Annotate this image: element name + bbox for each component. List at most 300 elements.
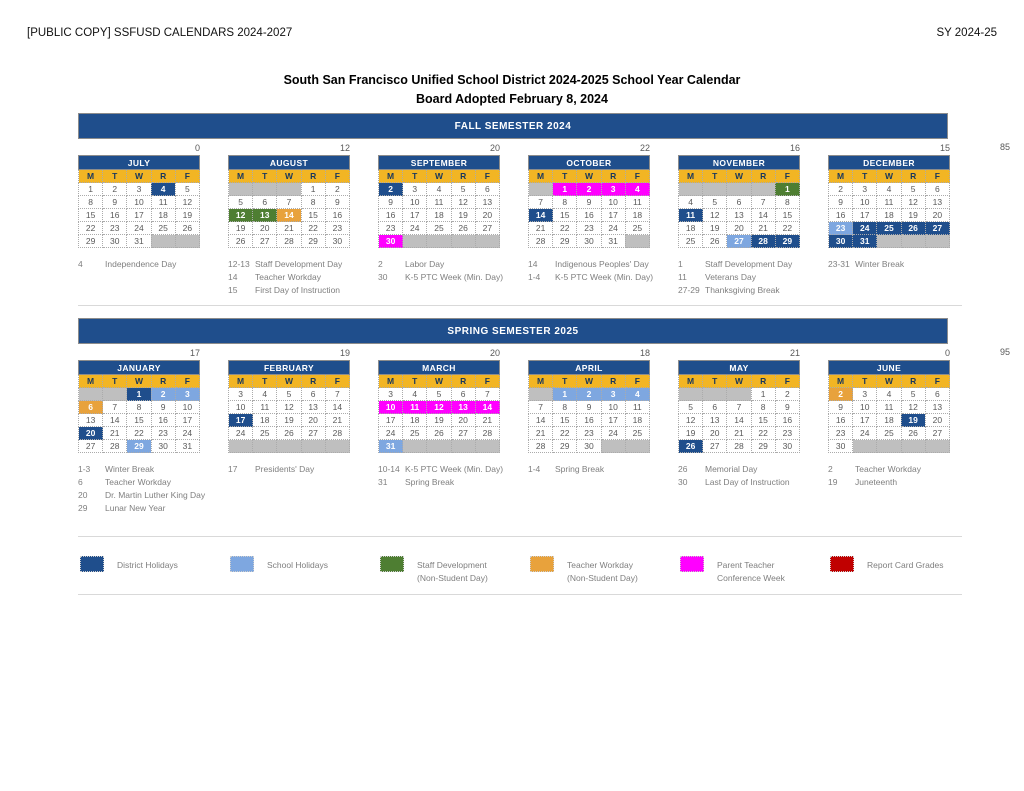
week-row — [829, 388, 950, 401]
month-header-row — [79, 361, 200, 375]
calendar-day-cell: 26 — [451, 222, 475, 235]
weekday-header: R — [301, 170, 325, 183]
note-label: Juneteenth — [855, 477, 898, 487]
calendar-day-cell: 12 — [277, 401, 301, 414]
calendar-day-cell: 22 — [751, 427, 775, 440]
calendar-day-cell: 25 — [625, 427, 649, 440]
week-row — [679, 183, 800, 196]
calendar-day-cell: 9 — [775, 401, 799, 414]
weekday-header: T — [253, 170, 277, 183]
calendar-empty-cell — [175, 235, 199, 248]
calendar-day-cell: 15 — [127, 414, 151, 427]
week-row — [529, 196, 650, 209]
week-row — [679, 222, 800, 235]
note-date: 14 — [528, 259, 538, 269]
calendar-day-cell: 2 — [151, 388, 175, 401]
weekday-header: M — [229, 170, 253, 183]
month-calendar-april — [528, 346, 650, 515]
page-title — [0, 71, 1024, 109]
calendar-day-cell: 7 — [103, 401, 127, 414]
weekday-header: R — [301, 375, 325, 388]
calendar-day-cell: 3 — [853, 183, 877, 196]
week-row — [529, 414, 650, 427]
weekday-header-row — [229, 170, 350, 183]
weekday-header-row — [829, 375, 950, 388]
week-row — [679, 414, 800, 427]
calendar-day-cell: 5 — [175, 183, 199, 196]
legend-label — [267, 559, 328, 585]
calendar-day-cell: 16 — [775, 414, 799, 427]
calendar-day-cell: 25 — [679, 235, 703, 248]
calendar-day-cell: 27 — [301, 427, 325, 440]
calendar-day-cell: 30 — [103, 235, 127, 248]
month-header-row — [229, 361, 350, 375]
calendar-day-cell: 25 — [253, 427, 277, 440]
calendar-day-cell: 22 — [775, 222, 799, 235]
legend-label — [867, 559, 944, 585]
calendar-day-cell: 30 — [775, 440, 799, 453]
calendar-day-cell: 8 — [301, 196, 325, 209]
calendar-day-cell: 28 — [529, 440, 553, 453]
calendar-day-cell: 14 — [277, 209, 301, 222]
calendar-day-cell: 19 — [451, 209, 475, 222]
month-calendar-february — [228, 346, 350, 515]
note-label: Indigenous Peoples' Day — [555, 259, 649, 269]
calendar-day-cell: 3 — [175, 388, 199, 401]
month-table — [678, 360, 800, 453]
calendar-day-cell: 10 — [853, 196, 877, 209]
calendar-day-cell: 31 — [853, 235, 877, 248]
calendar-day-cell: 23 — [775, 427, 799, 440]
note-label: Labor Day — [405, 259, 445, 269]
calendar-day-cell: 8 — [553, 401, 577, 414]
weekday-header: F — [775, 170, 799, 183]
calendar-day-cell: 7 — [325, 388, 349, 401]
calendar-day-cell: 27 — [253, 235, 277, 248]
weekday-header-row — [379, 375, 500, 388]
calendar-day-cell: 7 — [529, 401, 553, 414]
calendar-day-cell: 8 — [127, 401, 151, 414]
calendar-day-cell: 2 — [775, 388, 799, 401]
month-calendar-july — [78, 141, 200, 297]
calendar-day-cell: 11 — [877, 401, 901, 414]
month-calendar-january — [78, 346, 206, 515]
fall-months-row — [78, 141, 948, 297]
calendar-day-cell: 17 — [403, 209, 427, 222]
calendar-day-cell: 5 — [277, 388, 301, 401]
month-notes — [378, 463, 530, 489]
note-row — [378, 271, 530, 284]
calendar-day-cell: 24 — [853, 427, 877, 440]
weekday-header: W — [727, 375, 751, 388]
note-date: 27-29 — [678, 285, 700, 295]
month-table — [828, 155, 950, 248]
calendar-day-cell: 11 — [625, 401, 649, 414]
weekday-header-row — [379, 170, 500, 183]
calendar-day-cell: 12 — [451, 196, 475, 209]
calendar-day-cell: 7 — [529, 196, 553, 209]
calendar-day-cell: 26 — [427, 427, 451, 440]
week-row — [229, 388, 350, 401]
calendar-empty-cell — [877, 440, 901, 453]
weekday-header: T — [253, 375, 277, 388]
calendar-day-cell: 5 — [229, 196, 253, 209]
weekday-header: F — [775, 375, 799, 388]
calendar-day-cell: 23 — [151, 427, 175, 440]
note-row — [828, 476, 980, 489]
calendar-day-cell: 11 — [151, 196, 175, 209]
calendar-day-cell: 20 — [925, 414, 949, 427]
weekday-header: F — [325, 375, 349, 388]
weekday-header: T — [703, 375, 727, 388]
calendar-empty-cell — [427, 440, 451, 453]
calendar-day-cell: 5 — [451, 183, 475, 196]
calendar-day-cell: 12 — [679, 414, 703, 427]
note-row — [78, 258, 230, 271]
week-row — [679, 388, 800, 401]
week-row — [229, 427, 350, 440]
month-name: DECEMBER — [829, 156, 950, 170]
calendar-day-cell: 15 — [553, 414, 577, 427]
weekday-header: M — [679, 170, 703, 183]
calendar-day-cell: 17 — [601, 414, 625, 427]
week-row — [79, 440, 200, 453]
note-row — [678, 258, 830, 271]
month-header-row — [829, 156, 950, 170]
note-label: Dr. Martin Luther King Day — [105, 490, 206, 500]
note-label: Winter Break — [105, 464, 155, 474]
month-notes — [828, 258, 980, 271]
week-row — [829, 427, 950, 440]
calendar-day-cell: 2 — [379, 183, 403, 196]
month-name: SEPTEMBER — [379, 156, 500, 170]
month-name: FEBRUARY — [229, 361, 350, 375]
calendar-empty-cell — [475, 235, 499, 248]
note-date: 20 — [78, 490, 88, 500]
calendar-day-cell: 11 — [877, 196, 901, 209]
note-date: 17 — [228, 464, 238, 474]
calendar-empty-cell — [253, 440, 277, 453]
weekday-header-row — [529, 375, 650, 388]
legend-item — [830, 556, 980, 585]
calendar-empty-cell — [703, 388, 727, 401]
calendar-day-cell: 11 — [679, 209, 703, 222]
calendar-day-cell: 30 — [829, 440, 853, 453]
month-name: JULY — [79, 156, 200, 170]
week-row — [79, 414, 200, 427]
calendar-day-cell: 9 — [151, 401, 175, 414]
legend-color-swatch — [680, 556, 704, 572]
document-header-right: SY 2024-25 — [936, 27, 997, 39]
calendar-empty-cell — [229, 440, 253, 453]
instructional-days-count: 12 — [339, 143, 350, 153]
calendar-day-cell: 11 — [253, 401, 277, 414]
week-row — [79, 388, 200, 401]
calendar-empty-cell — [403, 235, 427, 248]
calendar-day-cell: 7 — [751, 196, 775, 209]
note-date: 10-14 — [378, 464, 400, 474]
week-row — [529, 388, 650, 401]
calendar-day-cell: 17 — [379, 414, 403, 427]
calendar-day-cell: 8 — [775, 196, 799, 209]
calendar-day-cell: 17 — [127, 209, 151, 222]
calendar-day-cell: 1 — [751, 388, 775, 401]
calendar-day-cell: 20 — [79, 427, 103, 440]
calendar-day-cell: 13 — [925, 401, 949, 414]
calendar-day-cell: 10 — [601, 401, 625, 414]
calendar-day-cell: 7 — [475, 388, 499, 401]
legend-item — [380, 556, 530, 585]
month-header-row — [679, 156, 800, 170]
calendar-day-cell: 19 — [229, 222, 253, 235]
month-notes — [828, 463, 980, 489]
document-header-left: [PUBLIC COPY] SSFUSD CALENDARS 2024-2027 — [27, 27, 293, 39]
calendar-day-cell: 28 — [529, 235, 553, 248]
calendar-empty-cell — [727, 388, 751, 401]
weekday-header: R — [601, 375, 625, 388]
weekday-header-row — [229, 375, 350, 388]
calendar-day-cell: 13 — [475, 196, 499, 209]
calendar-empty-cell — [403, 440, 427, 453]
note-label: K-5 PTC Week (Min. Day) — [555, 272, 654, 282]
calendar-day-cell: 6 — [925, 183, 949, 196]
note-row — [78, 476, 230, 489]
calendar-day-cell: 1 — [301, 183, 325, 196]
calendar-day-cell: 12 — [703, 209, 727, 222]
month-table — [378, 155, 500, 248]
month-header-row — [229, 156, 350, 170]
calendar-empty-cell — [925, 440, 949, 453]
calendar-day-cell: 4 — [679, 196, 703, 209]
month-notes — [228, 258, 380, 297]
month-notes — [78, 258, 230, 271]
month-table — [228, 155, 350, 248]
week-row — [529, 235, 650, 248]
calendar-day-cell: 26 — [703, 235, 727, 248]
calendar-day-cell: 13 — [79, 414, 103, 427]
calendar-day-cell: 26 — [679, 440, 703, 453]
month-notes — [78, 463, 230, 515]
weekday-header-row — [79, 375, 200, 388]
month-table — [78, 360, 200, 453]
calendar-day-cell: 23 — [577, 222, 601, 235]
calendar-day-cell: 21 — [529, 222, 553, 235]
calendar-day-cell: 1 — [553, 183, 577, 196]
calendar-day-cell: 24 — [379, 427, 403, 440]
spring-total-days: 95 — [999, 347, 1010, 357]
calendar-day-cell: 7 — [727, 401, 751, 414]
calendar-day-cell: 11 — [427, 196, 451, 209]
calendar-day-cell: 24 — [175, 427, 199, 440]
month-calendar-december — [828, 141, 950, 297]
week-row — [379, 235, 500, 248]
calendar-empty-cell — [901, 235, 925, 248]
calendar-day-cell: 14 — [103, 414, 127, 427]
calendar-day-cell: 21 — [751, 222, 775, 235]
spring-months-row — [78, 346, 948, 515]
note-row — [78, 489, 230, 502]
calendar-day-cell: 16 — [379, 209, 403, 222]
calendar-empty-cell — [427, 235, 451, 248]
calendar-day-cell: 18 — [427, 209, 451, 222]
note-date: 1-4 — [528, 272, 541, 282]
calendar-day-cell: 18 — [877, 209, 901, 222]
calendar-day-cell: 22 — [553, 427, 577, 440]
calendar-day-cell: 3 — [601, 183, 625, 196]
calendar-day-cell: 16 — [829, 209, 853, 222]
calendar-day-cell: 12 — [901, 401, 925, 414]
note-row — [528, 271, 680, 284]
calendar-day-cell: 19 — [427, 414, 451, 427]
calendar-day-cell: 12 — [175, 196, 199, 209]
calendar-day-cell: 29 — [775, 235, 799, 248]
month-notes — [228, 463, 380, 476]
calendar-day-cell: 2 — [829, 388, 853, 401]
calendar-day-cell: 21 — [325, 414, 349, 427]
month-header-row — [679, 361, 800, 375]
calendar-day-cell: 6 — [925, 388, 949, 401]
week-row — [679, 235, 800, 248]
weekday-header: R — [901, 170, 925, 183]
week-row — [829, 414, 950, 427]
calendar-empty-cell — [853, 440, 877, 453]
month-header-row — [829, 361, 950, 375]
weekday-header: W — [127, 170, 151, 183]
calendar-day-cell: 21 — [727, 427, 751, 440]
calendar-day-cell: 14 — [475, 401, 499, 414]
calendar-day-cell: 19 — [277, 414, 301, 427]
calendar-day-cell: 21 — [277, 222, 301, 235]
calendar-day-cell: 1 — [553, 388, 577, 401]
legend-color-swatch — [830, 556, 854, 572]
month-notes — [528, 258, 680, 284]
legend-label-line: Conference Week — [717, 573, 785, 583]
week-row — [79, 222, 200, 235]
calendar-day-cell: 6 — [451, 388, 475, 401]
weekday-header: T — [103, 170, 127, 183]
calendar-day-cell: 5 — [901, 388, 925, 401]
month-notes — [378, 258, 530, 284]
calendar-empty-cell — [901, 440, 925, 453]
week-row — [829, 235, 950, 248]
calendar-day-cell: 16 — [325, 209, 349, 222]
calendar-day-cell: 9 — [577, 196, 601, 209]
month-name: JANUARY — [79, 361, 200, 375]
instructional-days-count: 0 — [194, 143, 200, 153]
note-date: 14 — [228, 272, 238, 282]
weekday-header: M — [529, 170, 553, 183]
calendar-day-cell: 3 — [601, 388, 625, 401]
calendar-day-cell: 18 — [625, 414, 649, 427]
week-row — [229, 209, 350, 222]
week-row — [229, 401, 350, 414]
calendar-day-cell: 3 — [403, 183, 427, 196]
note-date: 29 — [78, 503, 88, 513]
month-table — [528, 155, 650, 248]
calendar-day-cell: 31 — [379, 440, 403, 453]
weekday-header: F — [325, 170, 349, 183]
legend-label-line: District Holidays — [117, 560, 178, 570]
weekday-header: F — [475, 375, 499, 388]
weekday-header-row — [829, 170, 950, 183]
note-label: Thanksgiving Break — [705, 285, 780, 295]
calendar-empty-cell — [751, 183, 775, 196]
calendar-day-cell: 18 — [253, 414, 277, 427]
calendar-day-cell: 29 — [751, 440, 775, 453]
calendar-day-cell: 26 — [901, 222, 925, 235]
instructional-days-count: 0 — [944, 348, 950, 358]
note-label: Last Day of Instruction — [705, 477, 790, 487]
calendar-empty-cell — [529, 388, 553, 401]
note-date: 2 — [378, 259, 383, 269]
month-table — [78, 155, 200, 248]
calendar-day-cell: 14 — [529, 209, 553, 222]
calendar-day-cell: 30 — [151, 440, 175, 453]
calendar-day-cell: 22 — [127, 427, 151, 440]
week-row — [679, 440, 800, 453]
note-date: 1 — [678, 259, 683, 269]
weekday-header: F — [625, 170, 649, 183]
calendar-day-cell: 29 — [79, 235, 103, 248]
month-header-row — [379, 361, 500, 375]
calendar-day-cell: 14 — [325, 401, 349, 414]
calendar-day-cell: 5 — [679, 401, 703, 414]
calendar-day-cell: 9 — [379, 196, 403, 209]
calendar-day-cell: 2 — [577, 183, 601, 196]
note-label: Lunar New Year — [105, 503, 166, 513]
note-label: Presidents' Day — [255, 464, 315, 474]
weekday-header: R — [751, 170, 775, 183]
spring-semester-banner: SPRING SEMESTER 2025 — [78, 318, 948, 344]
week-row — [379, 414, 500, 427]
legend-label — [717, 559, 785, 585]
month-name: MAY — [679, 361, 800, 375]
calendar-day-cell: 1 — [79, 183, 103, 196]
note-row — [828, 463, 980, 476]
note-label: Teacher Workday — [105, 477, 171, 487]
weekday-header: R — [151, 170, 175, 183]
note-date: 4 — [78, 259, 83, 269]
calendar-day-cell: 25 — [877, 427, 901, 440]
document-header — [27, 27, 997, 39]
legend-item — [80, 556, 230, 585]
weekday-header: M — [829, 375, 853, 388]
weekday-header: R — [751, 375, 775, 388]
calendar-day-cell: 9 — [829, 196, 853, 209]
weekday-header-row — [679, 375, 800, 388]
calendar-day-cell: 1 — [127, 388, 151, 401]
calendar-empty-cell — [727, 183, 751, 196]
calendar-day-cell: 27 — [475, 222, 499, 235]
note-row — [228, 258, 380, 271]
weekday-header: T — [553, 170, 577, 183]
note-label: Independence Day — [105, 259, 177, 269]
calendar-day-cell: 30 — [325, 235, 349, 248]
calendar-day-cell: 17 — [853, 414, 877, 427]
calendar-day-cell: 2 — [577, 388, 601, 401]
note-row — [228, 463, 380, 476]
month-table — [828, 360, 950, 453]
weekday-header: M — [79, 375, 103, 388]
calendar-day-cell: 4 — [253, 388, 277, 401]
week-row — [529, 183, 650, 196]
calendar-empty-cell — [475, 440, 499, 453]
instructional-days-count: 15 — [939, 143, 950, 153]
note-label: Teacher Workday — [855, 464, 921, 474]
calendar-day-cell: 4 — [403, 388, 427, 401]
weekday-header: W — [427, 170, 451, 183]
calendar-day-cell: 13 — [253, 209, 277, 222]
